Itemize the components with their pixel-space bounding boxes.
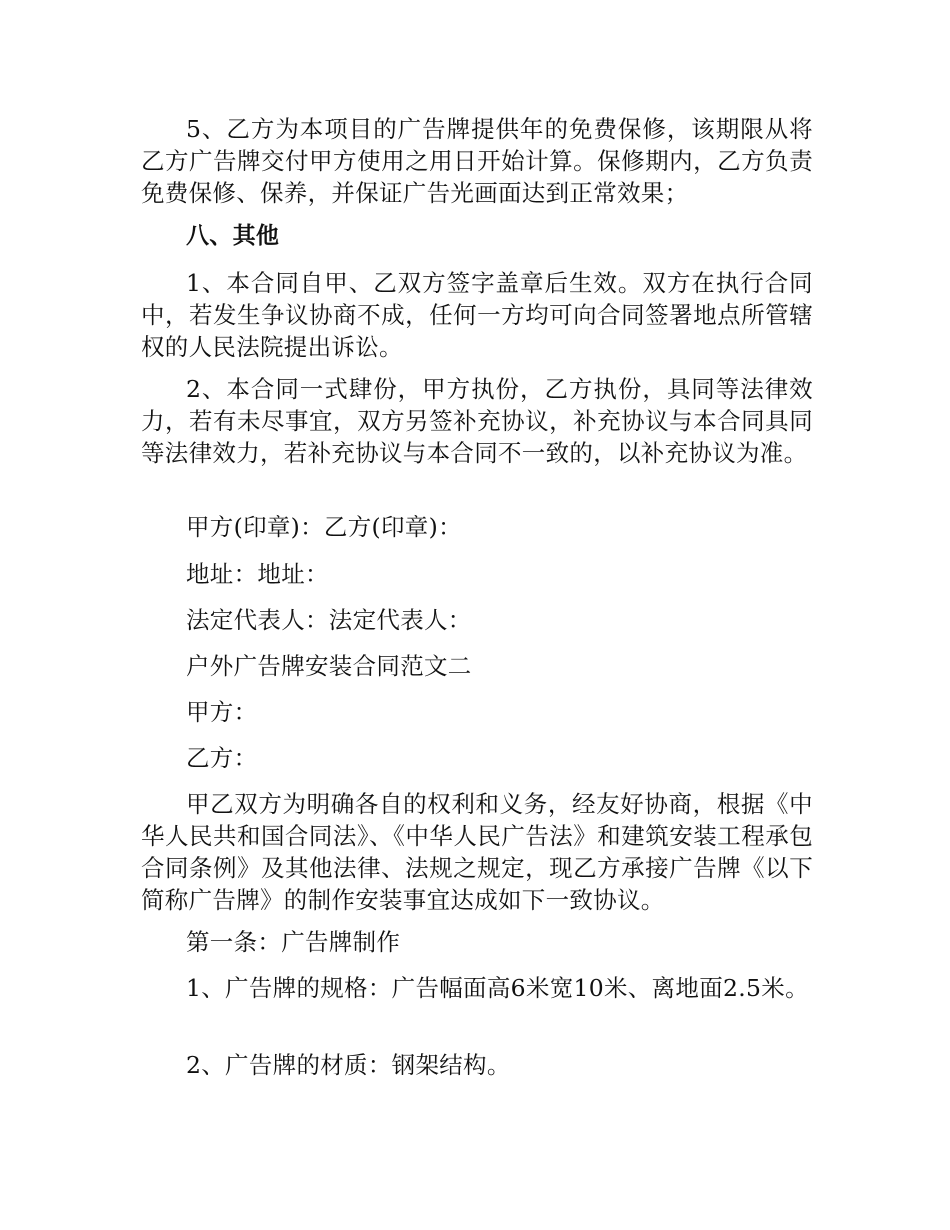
paragraph-spec: 1、广告牌的规格：广告幅面高6米宽10米、离地面2.5米。 <box>186 974 809 1002</box>
paragraph-preamble: 甲乙双方为明确各自的权利和义务，经友好协商，根据《中华人民共和国合同法》、《中华人民广告法》和建筑安装工程承包合同条例》及其他法律、法规之规定，现乙方承接广告牌《以下简称广告牌》的制作安装事宜达成如下一致协议。 <box>141 790 813 914</box>
address-line: 地址：地址： <box>186 560 329 588</box>
section-heading-other: 八、其他 <box>186 223 280 249</box>
party-b-line: 乙方： <box>186 744 258 772</box>
paragraph-clause-1: 1、本合同自甲、乙双方签字盖章后生效。双方在执行合同中，若发生争议协商不成，任何一方均可向合同签署地点所管辖权的人民法院提出诉讼。 <box>141 269 813 361</box>
paragraph-material: 2、广告牌的材质：钢架结构。 <box>186 1051 511 1079</box>
contract-sample-title: 户外广告牌安装合同范文二 <box>186 652 472 680</box>
party-a-line: 甲方： <box>186 698 258 726</box>
article-1-heading: 第一条：广告牌制作 <box>186 928 401 956</box>
legal-representative-line: 法定代表人：法定代表人： <box>186 606 472 634</box>
signature-seal-line: 甲方(印章)：乙方(印章)： <box>186 513 462 541</box>
paragraph-clause-2: 2、本合同一式肆份，甲方执份，乙方执份，具同等法律效力，若有未尽事宜，双方另签补充协议，补充协议与本合同具同等法律效力，若补充协议与本合同不一致的，以补充协议为准。 <box>141 375 813 467</box>
paragraph-warranty: 5、乙方为本项目的广告牌提供年的免费保修，该期限从将乙方广告牌交付甲方使用之用日开始计算。保修期内，乙方负责免费保修、保养，并保证广告光画面达到正常效果； <box>141 115 813 207</box>
